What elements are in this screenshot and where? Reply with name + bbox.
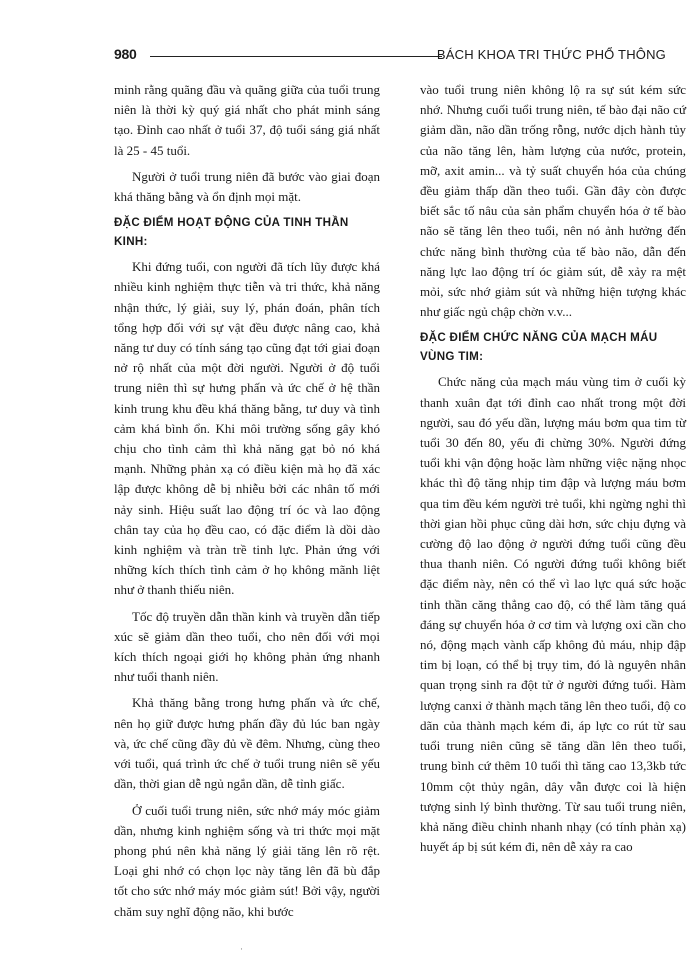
left-column xyxy=(114,80,380,928)
paragraph: vào tuổi trung niên không lộ ra sự sút kém sức nhớ. Nhưng cuối tuổi trung niên, tế bào đại não cứ giảm dần, não dần trống rỗng, nước dịch hành tủy của não tăng lên, hàm lượng của nước, protein, mỡ, axit amin... và tỷ suất chuyển hóa của chúng đều giảm thấp dần theo tuổi. Gần đây còn được biết sắc tố nâu của sản phẩm chuyển hóa ở tế bào não sẽ tăng lên theo tuổi, nên nó ảnh hưởng đến chức năng bình thường của tế bào não, dẫn đến năng lực lao động trí óc giảm sút, dễ xảy ra mệt mỏi, sức nhớ giảm sút và những hiện tượng khác như giấc ngủ chập chờn v.v... xyxy=(420,82,686,320)
section-heading: ĐẶC ĐIỂM HOẠT ĐỘNG CỦA TINH THẦN KINH: xyxy=(114,216,349,249)
right-column xyxy=(420,80,686,863)
page-header xyxy=(114,46,666,68)
paragraph: minh rằng quãng đầu và quãng giữa của tuổi trung niên là thời kỳ quý giá nhất cho phát minh sáng tạo. Đỉnh cao nhất ở tuổi 37, độ tuổi sáng giá nhất là 25 - 45 tuổi. xyxy=(114,82,380,158)
paragraph: Tốc độ truyền dẫn thần kinh và truyền dẫn tiếp xúc sẽ giảm dần theo tuổi, cho nên đối với mọi kích thích ngoại giới họ không phản ứng nhanh như tuổi thanh niên. xyxy=(114,608,380,685)
page-number: 980 xyxy=(114,46,137,62)
paragraph: Ở cuối tuổi trung niên, sức nhớ máy móc giảm dần, nhưng kinh nghiệm sống và tri thức mọi mặt phong phú nên khả năng lý giải tăng lên rõ rệt. Loại ghi nhớ có chọn lọc này tăng lên đã bù đắp tốt cho sức nhớ máy móc giảm sút! Bởi vậy, người chăm suy nghĩ động não, khi bước xyxy=(114,802,380,919)
paragraph: Khi đứng tuổi, con người đã tích lũy được khá nhiều kinh nghiệm thực tiễn và tri thức, khả năng nhận thức, lý giải, suy lý, phán đoán, phân tích tổng hợp đối với sự vật đều được nâng cao, khả năng tư duy có tính sáng tạo cũng đạt tới giai đoạn nở rộ nhất của một đời người. Người ở độ tuổi trung niên thì sự hưng phấn và ức chế ở hệ thần kinh trung khu đều khá thăng bằng, tư duy và tình cảm khá bình ổn. Khi môi trường sống gây khó chịu cho tình cảm thì khả năng gạt bỏ nó khá mạnh. Những phản xạ có điều kiện mà họ đã xác lập được không dễ bị nhiễu bởi các nhân tố mới nảy sinh. Hiệu suất lao động trí óc và lao động chân tay của họ đều cao, có đặc điểm là dồi dào kinh nghiệm và tràn trề tinh lực. Phản ứng với những kích thích tình cảm ở họ không mãnh liệt như ở thanh thiếu niên. xyxy=(114,259,380,598)
paragraph: Người ở tuổi trung niên đã bước vào giai đoạn khá thăng bằng và ổn định mọi mặt. xyxy=(114,168,380,205)
section-heading: ĐẶC ĐIỂM CHỨC NĂNG CỦA MẠCH MÁU VÙNG TIM: xyxy=(420,331,658,364)
running-title: BÁCH KHOA TRI THỨC PHỔ THÔNG xyxy=(436,47,666,62)
paragraph: Chức năng của mạch máu vùng tim ở cuối kỳ thanh xuân đạt tới đỉnh cao nhất trong một đời người, sau đó yếu dần, lượng máu bơm qua tim từ tuổi 30 đến 80, yếu đi chừng 30%. Người đứng tuổi khi vận động hoặc làm những việc nặng nhọc khác thì độ tăng nhịp tim đập và lượng máu bơm qua tim đều kém người trẻ tuổi, khi ngừng nghỉ thì thời gian hồi phục cũng dài hơn, sức chịu đựng và cường độ lao động ở người đứng tuổi cũng đều thua thanh niên. Có người đứng tuổi không biết đặc điểm này, nên có thể vì lao lực quá sức hoặc tinh thần căng thẳng cao độ, có thể làm tăng quá đáng sự chuyển hóa ở cơ tim và lượng oxi cần cho nó, động mạch vành cấp không đủ máu, nhịp đập tim bị loạn, có thể bị trụy tim, đó là nguyên nhân quan trọng sinh ra đột tử ở người đứng tuổi. Hàm lượng canxi ở thành mạch tăng lên theo tuổi, độ co dãn của thành mạch kém đi, áp lực co rút từ sau tuổi trung niên cũng sẽ tăng dần lên theo tuổi, trung bình cứ thêm 10 tuổi thì tăng cao 13,3kb tức 10mm cột thủy ngân, dây vẫn được coi là hiện tượng sinh lý bình thường. Từ sau tuổi trung niên, khả năng điều chỉnh nhanh nhạy (có tính phản xạ) huyết áp bị sút kém đi, nên dễ xảy ra cao xyxy=(420,374,686,855)
header-rule xyxy=(150,56,442,57)
paragraph: Khả thăng bằng trong hưng phấn và ức chế, nên họ giữ được hưng phấn đầy đủ lúc ban ngày và, ức chế cũng đầy đủ về đêm. Nhưng, cùng theo với tuổi, quá trình ức chế ở tuổi trung niên sẽ yếu dần, thời gian dễ ngủ ngắn dần, dễ tỉnh giấc. xyxy=(114,695,380,792)
footer-mark: · xyxy=(240,944,243,954)
